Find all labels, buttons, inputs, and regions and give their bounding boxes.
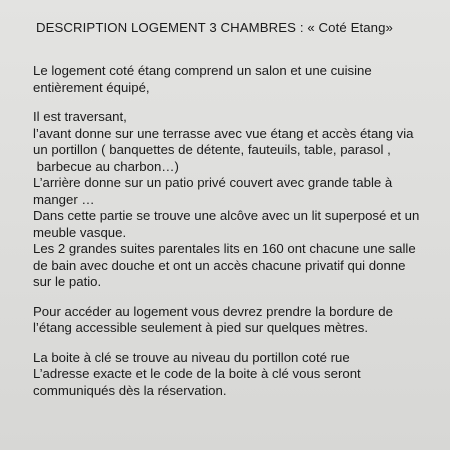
text-line: Il est traversant, bbox=[33, 109, 127, 124]
text-line: barbecue au charbon…) bbox=[33, 158, 179, 174]
text-line: La boite à clé se trouve au niveau du portillon coté rue bbox=[33, 349, 350, 365]
paragraph-description bbox=[33, 109, 445, 291]
text-line: l’avant donne sur une terrasse avec vue étang et accès étang via bbox=[33, 125, 414, 141]
text-line: Dans cette partie se trouve une alcôve avec un lit superposé et un bbox=[33, 208, 420, 223]
text-line: meuble vasque. bbox=[33, 224, 127, 240]
text-line: Les 2 grandes suites parentales lits en 160 ont chacune une salle bbox=[33, 241, 416, 256]
text-line: communiqués dès la réservation. bbox=[33, 382, 227, 398]
text-line: de bain avec douche et ont un accès chacune privatif qui donne bbox=[33, 257, 406, 273]
text-line: l’étang accessible seulement à pied sur quelques mètres. bbox=[33, 320, 369, 335]
text-line: Le logement coté étang comprend un salon et une cuisine bbox=[33, 63, 372, 78]
document-title: DESCRIPTION LOGEMENT 3 CHAMBRES : « Coté Etang» bbox=[36, 20, 393, 35]
paragraph-keybox bbox=[33, 350, 445, 400]
paragraph-intro bbox=[33, 63, 445, 96]
text-line: manger … bbox=[33, 191, 95, 207]
text-line: L’adresse exacte et le code de la boite à clé vous seront bbox=[33, 366, 361, 381]
text-line: un portillon ( banquettes de détente, fauteuils, table, parasol , bbox=[33, 142, 391, 157]
text-line: entièrement équipé, bbox=[33, 79, 150, 95]
text-line: Pour accéder au logement vous devrez prendre la bordure de bbox=[33, 303, 393, 319]
paragraph-access bbox=[33, 304, 445, 337]
document-body bbox=[33, 63, 445, 412]
text-line: L’arrière donne sur un patio privé couvert avec grande table à bbox=[33, 175, 393, 190]
text-line: sur le patio. bbox=[33, 274, 102, 289]
